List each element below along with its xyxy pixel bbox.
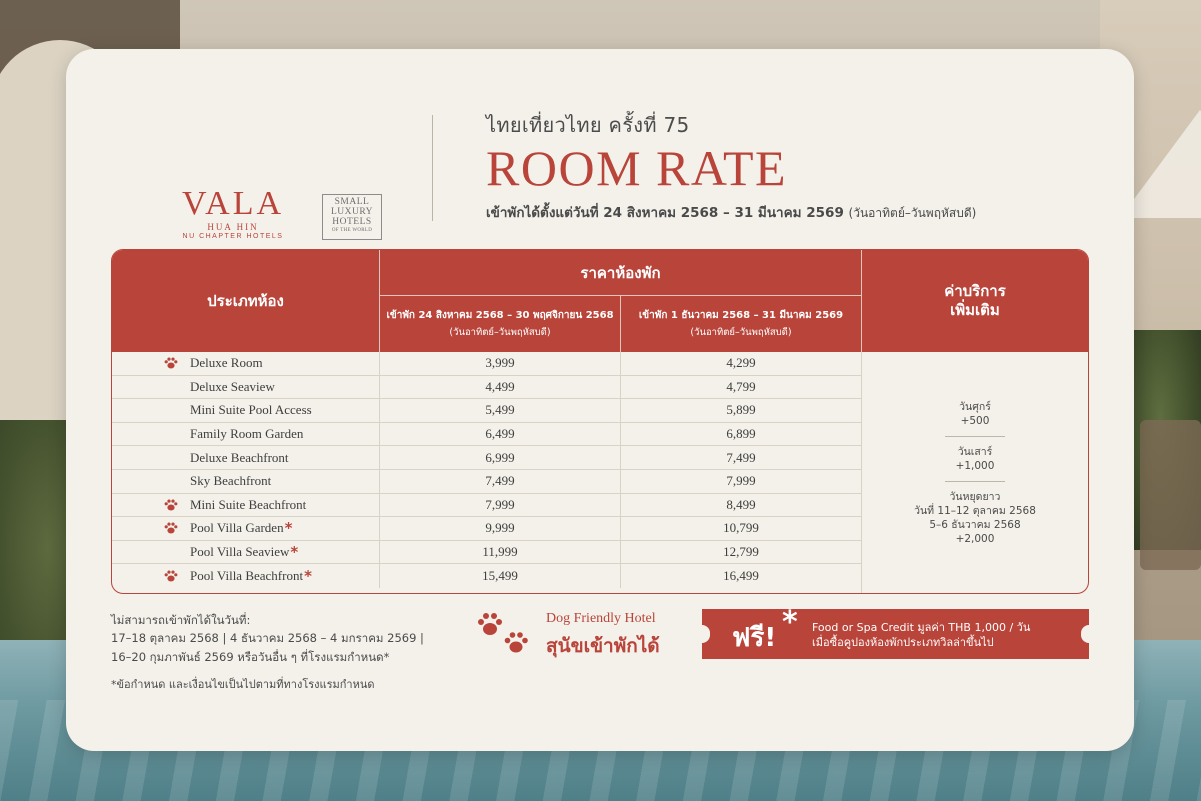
partner-line-4: OF THE WORLD — [331, 228, 373, 233]
hotel-location: HUA HIN — [207, 222, 259, 232]
room-name-cell — [112, 446, 379, 469]
period-2-days: (วันอาทิตย์–วันพฤหัสบดี) — [690, 327, 792, 338]
paw-print-icon — [164, 570, 178, 583]
extra-friday-label: วันศุกร์ — [959, 400, 991, 413]
terms-note: *ข้อกำหนด และเงื่อนไขเป็นไปตามที่ทางโรงแรมกำหนด — [111, 678, 375, 691]
price-period-2: 7,499 — [620, 446, 861, 469]
table-row — [112, 470, 861, 494]
price-period-2: 8,499 — [620, 494, 861, 517]
price-period-1: 3,999 — [379, 352, 620, 375]
table-row — [112, 399, 861, 423]
brand-logos — [178, 185, 408, 245]
price-period-1: 4,499 — [379, 376, 620, 399]
price-period-1: 6,499 — [379, 423, 620, 446]
room-name-cell — [112, 376, 379, 399]
stay-period-days: (วันอาทิตย์–วันพฤหัสบดี) — [848, 206, 977, 220]
paw-print-icon — [164, 522, 178, 535]
table-row — [112, 423, 861, 447]
extra-saturday — [956, 445, 995, 473]
paw-print-icon — [164, 357, 178, 370]
extra-holiday — [914, 490, 1036, 546]
slh-partner-logo — [322, 194, 382, 240]
free-credit-line-1: Food or Spa Credit มูลค่า THB 1,000 / วัน — [812, 621, 1031, 634]
villa-asterisk: * — [290, 543, 299, 562]
room-name: Sky Beachfront — [190, 473, 272, 489]
extra-holiday-dates-1: วันที่ 11–12 ตุลาคม 2568 — [914, 504, 1036, 517]
price-period-2: 5,899 — [620, 399, 861, 422]
price-period-2: 16,499 — [620, 564, 861, 588]
table-body — [112, 352, 861, 588]
blackout-line-1: 17–18 ตุลาคม 2568 | 4 ธันวาคม 2568 – 4 มกราคม 2569 | — [111, 631, 424, 645]
ticket-notch — [694, 625, 710, 643]
table-row — [112, 446, 861, 470]
room-name-cell — [112, 541, 379, 564]
room-name-cell — [112, 517, 379, 540]
room-name-cell — [112, 399, 379, 422]
table-row — [112, 494, 861, 518]
period-2-range: เข้าพัก 1 ธันวาคม 2568 – 31 มีนาคม 2569 — [638, 310, 844, 321]
dog-friendly-label-en: Dog Friendly Hotel — [546, 611, 656, 626]
free-label: ฟรี! — [732, 623, 777, 653]
blackout-dates — [111, 611, 441, 667]
table-row — [112, 517, 861, 541]
period-1-days: (วันอาทิตย์–วันพฤหัสบดี) — [449, 327, 551, 338]
extra-holiday-dates-2: 5–6 ธันวาคม 2568 — [929, 518, 1021, 531]
extra-charge-line-1: ค่าบริการ — [944, 282, 1006, 300]
campaign-subtitle: ไทยเที่ยวไทย ครั้งที่ 75 — [486, 113, 690, 137]
background-lounge-chair — [1140, 420, 1201, 570]
table-row — [112, 564, 861, 588]
hotel-group: NU CHAPTER HOTELS — [182, 233, 284, 240]
villa-asterisk: * — [284, 519, 293, 538]
headline — [486, 109, 1106, 223]
extra-divider — [945, 436, 1005, 437]
extra-friday-value: +500 — [960, 414, 990, 427]
header-room-price: ราคาห้องพัก — [379, 250, 861, 296]
extra-friday — [959, 400, 991, 428]
header-extra-charge — [861, 250, 1088, 352]
room-name: Deluxe Seaview — [190, 378, 275, 394]
header-room-type: ประเภทห้อง — [207, 292, 284, 310]
dog-friendly-badge — [476, 611, 676, 661]
stay-period-dates: เข้าพักได้ตั้งแต่วันที่ 24 สิงหาคม 2568 – 31 มีนาคม 2569 — [486, 205, 844, 221]
blackout-line-2: 16–20 กุมภาพันธ์ 2569 หรือวันอื่น ๆ ที่โรงแรมกำหนด* — [111, 650, 390, 664]
price-period-1: 7,999 — [379, 494, 620, 517]
table-row — [112, 541, 861, 565]
rate-card — [66, 49, 1134, 751]
room-name-cell — [112, 564, 379, 588]
price-period-1: 11,999 — [379, 541, 620, 564]
price-period-1: 9,999 — [379, 517, 620, 540]
price-period-2: 10,799 — [620, 517, 861, 540]
room-name: Deluxe Room — [190, 355, 263, 371]
price-period-1: 15,499 — [379, 564, 620, 588]
header-period-2 — [620, 296, 861, 352]
table-row — [112, 376, 861, 400]
price-period-2: 6,899 — [620, 423, 861, 446]
room-name: Pool Villa Seaview — [190, 544, 290, 560]
extra-holiday-label: วันหยุดยาว — [949, 490, 1001, 503]
room-name: Mini Suite Pool Access — [190, 402, 312, 418]
room-name-cell — [112, 352, 379, 375]
page-title: ROOM RATE — [486, 140, 788, 196]
paw-print-icon — [164, 498, 178, 511]
room-name: Family Room Garden — [190, 426, 304, 442]
villa-asterisk: * — [304, 567, 312, 586]
hotel-name: VALA — [181, 185, 285, 222]
partner-line-2: LUXURY — [330, 207, 374, 217]
room-name: Pool Villa Garden — [190, 520, 284, 536]
price-period-2: 4,299 — [620, 352, 861, 375]
room-name: Pool Villa Beachfront — [190, 568, 304, 584]
price-period-1: 7,499 — [379, 470, 620, 493]
price-period-1: 6,999 — [379, 446, 620, 469]
room-name-cell — [112, 423, 379, 446]
price-period-1: 5,499 — [379, 399, 620, 422]
free-credit-text — [812, 620, 1030, 650]
partner-line-1: SMALL — [334, 197, 370, 207]
blackout-title: ไม่สามารถเข้าพักได้ในวันที่: — [111, 613, 251, 627]
room-name-cell — [112, 470, 379, 493]
paw-prints-icon — [476, 611, 532, 657]
stay-period — [486, 201, 1106, 223]
header-divider — [432, 115, 433, 221]
extra-holiday-value: +2,000 — [955, 532, 995, 545]
free-credit-line-2: เมื่อซื้อคูปองห้องพักประเภทวิลล่าขึ้นไป — [812, 636, 994, 649]
extra-charge-column — [861, 352, 1088, 593]
period-1-range: เข้าพัก 24 สิงหาคม 2568 – 30 พฤศจิกายน 2568 — [386, 310, 614, 321]
dog-friendly-label-th: สุนัขเข้าพักได้ — [546, 635, 660, 657]
free-credit-ticket — [702, 605, 1089, 659]
room-name-cell — [112, 494, 379, 517]
ticket-notch — [1081, 625, 1097, 643]
price-period-2: 12,799 — [620, 541, 861, 564]
extra-saturday-value: +1,000 — [955, 459, 995, 472]
price-period-2: 7,999 — [620, 470, 861, 493]
vala-hotel-logo — [178, 187, 288, 240]
room-rate-table — [111, 249, 1089, 594]
header-period-1 — [379, 296, 620, 352]
partner-line-3: HOTELS — [332, 217, 372, 227]
table-header — [112, 250, 1088, 352]
free-asterisk: * — [782, 605, 798, 640]
room-name: Deluxe Beachfront — [190, 449, 289, 465]
table-row — [112, 352, 861, 376]
extra-saturday-label: วันเสาร์ — [957, 445, 993, 458]
extra-divider — [945, 481, 1005, 482]
price-period-2: 4,799 — [620, 376, 861, 399]
room-name: Mini Suite Beachfront — [190, 496, 307, 512]
extra-charge-line-2: เพิ่มเติม — [950, 301, 1000, 319]
